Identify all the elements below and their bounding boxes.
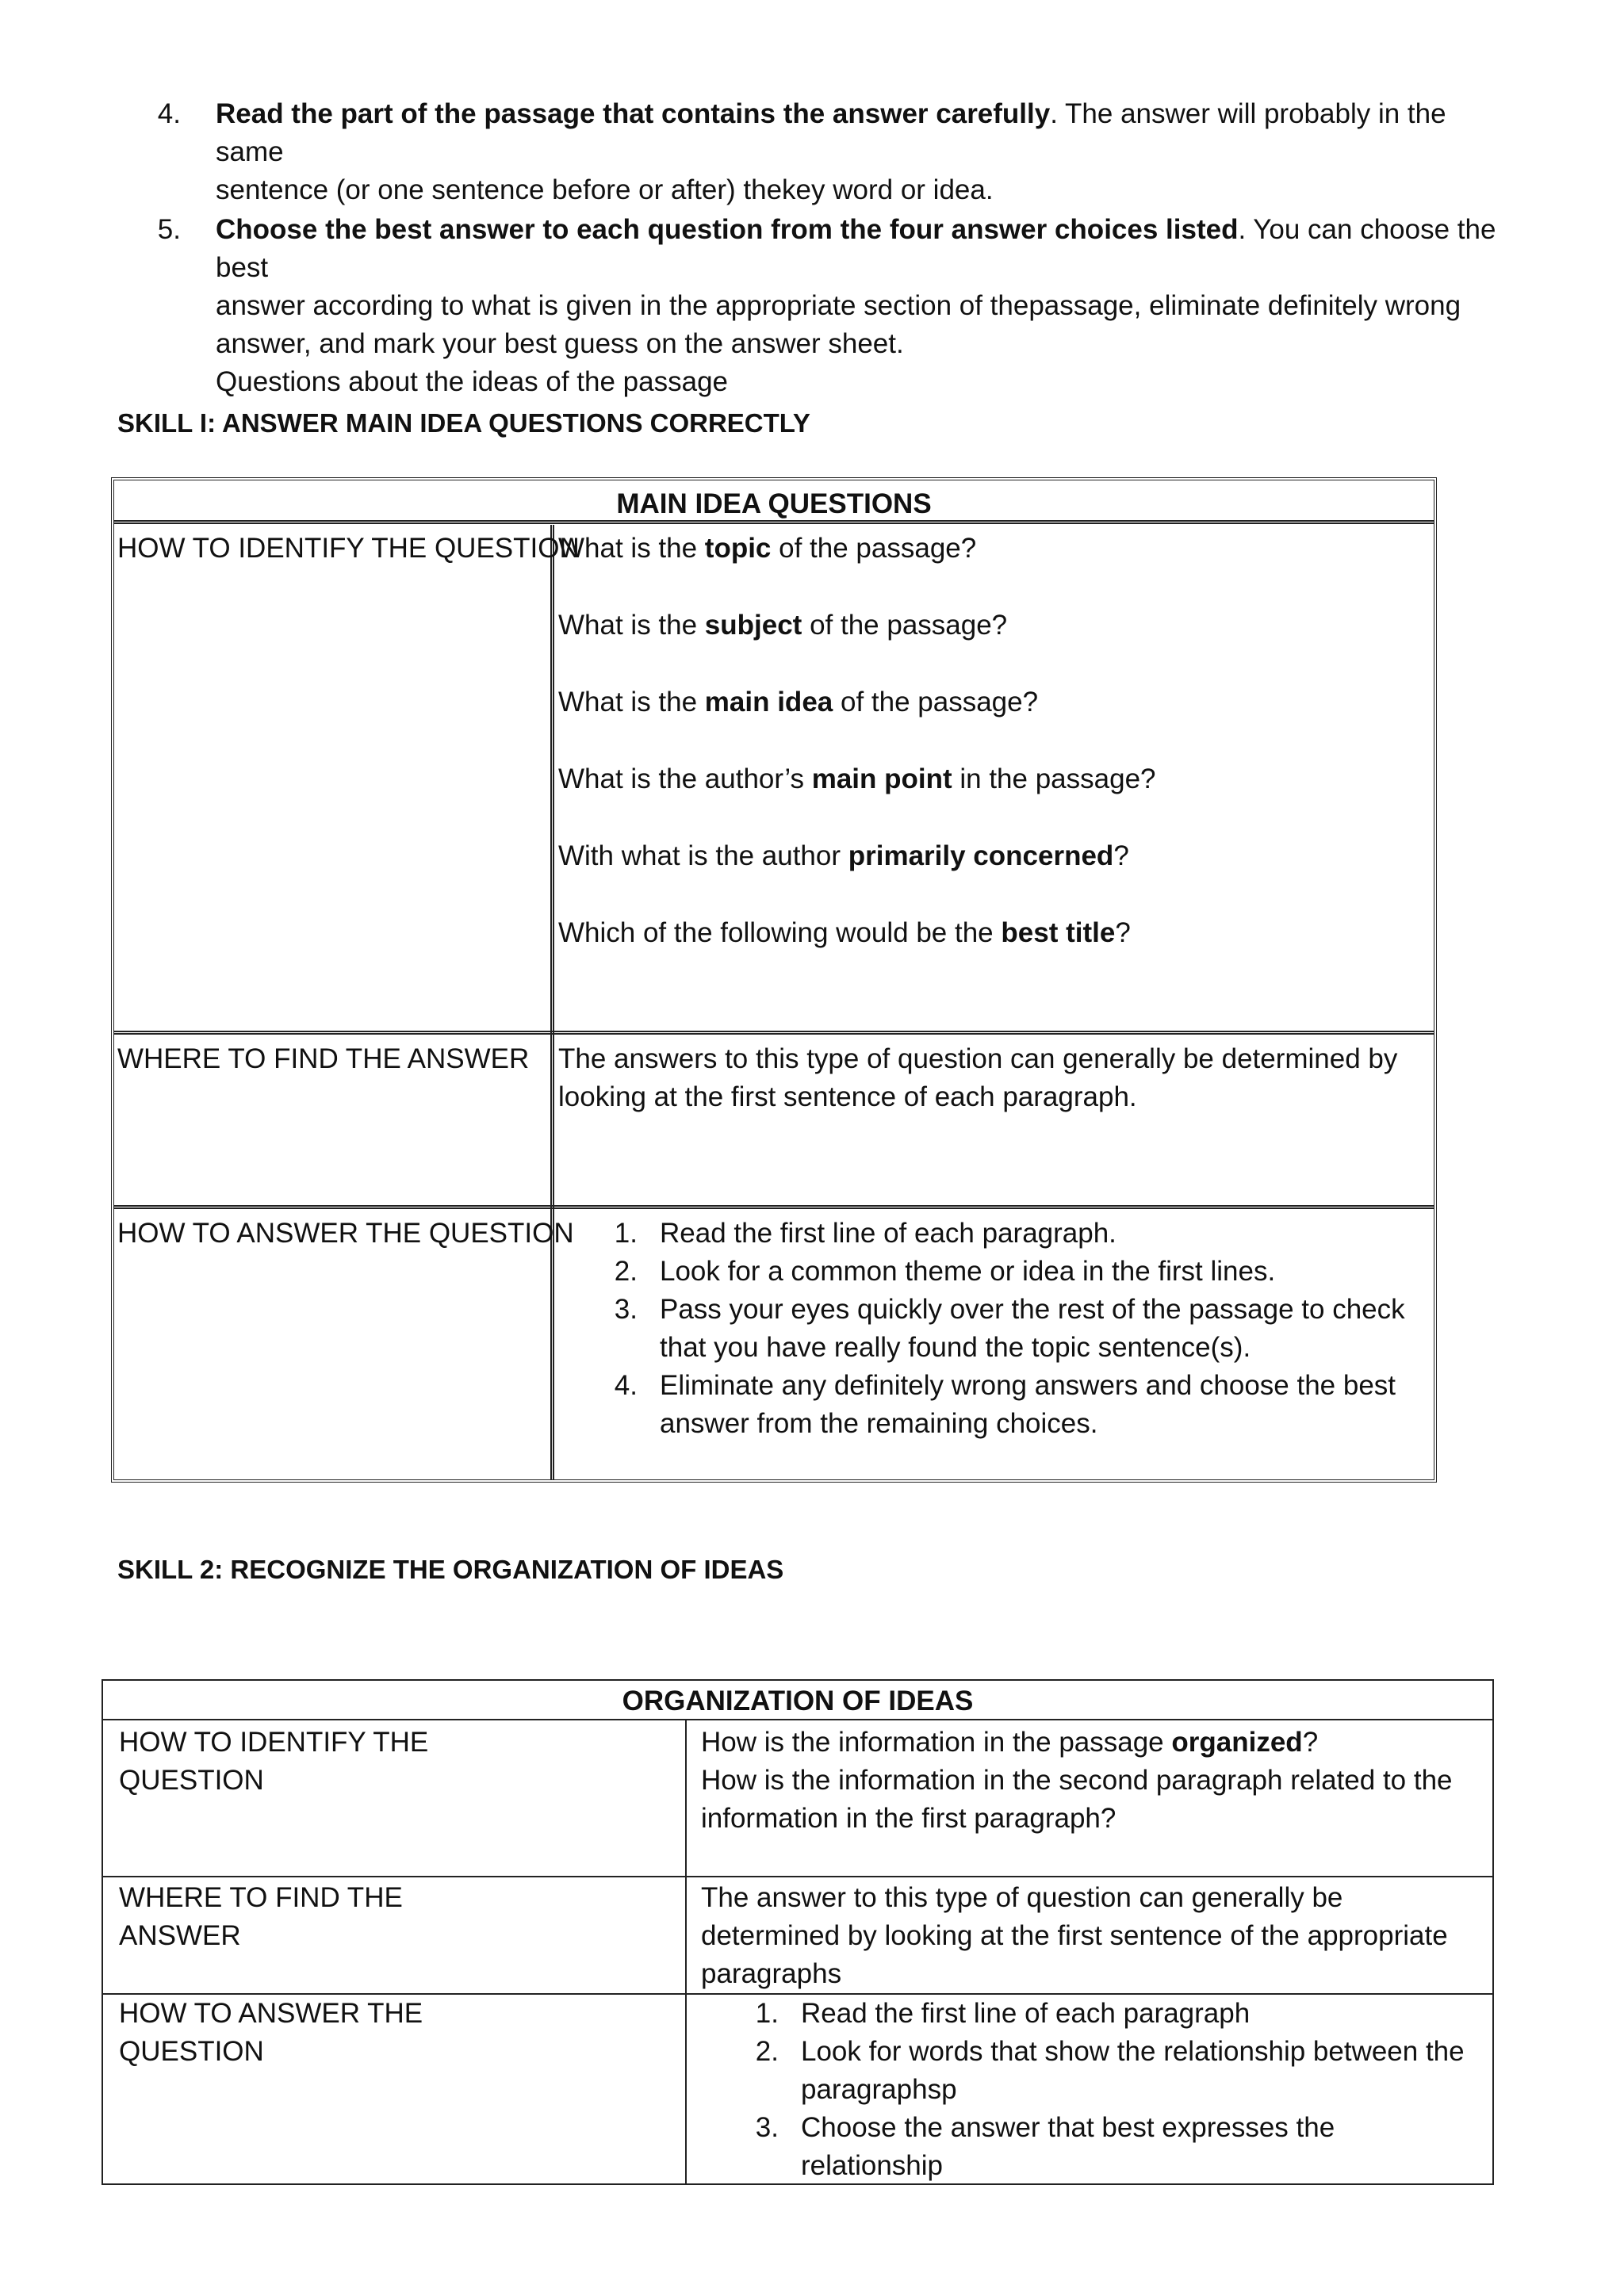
how-to-answer-steps <box>701 1995 1481 2185</box>
table-divider <box>114 520 1434 524</box>
step-text: Choose the answer that best expresses the <box>801 2112 1335 2143</box>
list-item-text: sentence (or one sentence before or after) thekey word or idea. <box>216 174 994 205</box>
skill2-heading: SKILL 2: RECOGNIZE THE ORGANIZATION OF IDEAS <box>117 1555 784 1584</box>
list-item-4 <box>157 95 1513 209</box>
label-line: ANSWER <box>119 1920 241 1951</box>
step-item <box>558 1291 1427 1367</box>
question-example <box>558 607 1427 645</box>
text-line: information in the first paragraph? <box>701 1803 1116 1834</box>
question-text: of the passage? <box>802 610 1008 641</box>
question-examples <box>558 530 1427 991</box>
question-text: ? <box>1115 917 1131 948</box>
list-item-text: Questions about the ideas of the passage <box>216 366 729 397</box>
step-item <box>701 2033 1481 2109</box>
step-item <box>558 1215 1427 1253</box>
label-line: HOW TO ANSWER THE <box>119 1998 423 2029</box>
list-item-5 <box>157 211 1545 401</box>
step-text: Read the first line of each paragraph. <box>660 1218 1116 1249</box>
table-title: MAIN IDEA QUESTIONS <box>616 488 932 519</box>
text-line: The answer to this type of question can generally be <box>701 1882 1343 1913</box>
question-text: What is the author’s <box>558 763 812 794</box>
how-to-answer-steps <box>558 1215 1427 1443</box>
question-text: Which of the following would be the <box>558 917 1002 948</box>
step-number: 3. <box>614 1294 638 1325</box>
question-keyword: best title <box>1001 917 1116 948</box>
label-line: HOW TO IDENTIFY THE <box>119 1727 429 1758</box>
step-number: 2. <box>755 2036 779 2067</box>
where-to-find-text <box>558 1040 1427 1116</box>
question-example <box>558 683 1427 721</box>
text-line: How is the information in the second paragraph related to the <box>701 1765 1453 1796</box>
list-item-text: . The answer will probably in the same <box>216 98 1446 167</box>
question-text: What is the <box>558 610 705 641</box>
step-item <box>701 2109 1481 2185</box>
list-item-bold: Choose the best answer to each question from the four answer choices listed <box>216 214 1239 245</box>
label-line: QUESTION <box>119 1765 264 1796</box>
table-column-divider <box>550 525 554 1479</box>
question-text: What is the <box>558 533 705 564</box>
table-divider <box>103 1876 1492 1877</box>
question-text: With what is the author <box>558 840 848 871</box>
question-keyword: primarily concerned <box>848 840 1114 871</box>
text-line: paragraphs <box>701 1958 842 1989</box>
step-number: 1. <box>755 1998 779 2029</box>
label-line: WHERE TO FIND THE <box>119 1882 403 1913</box>
table-title: ORGANIZATION OF IDEAS <box>622 1686 974 1716</box>
step-item <box>558 1367 1427 1443</box>
text-line: determined by looking at the first sentence of the appropriate <box>701 1920 1448 1951</box>
label-line: QUESTION <box>119 2036 264 2067</box>
organization-table <box>102 1679 1494 2185</box>
main-idea-table <box>111 477 1437 1483</box>
list-item-bold: Read the part of the passage that contains the answer carefully <box>216 98 1051 129</box>
row-label-how <box>119 1995 452 2071</box>
question-keyword: main idea <box>704 687 833 718</box>
question-text: ? <box>1113 840 1129 871</box>
question-text: What is the <box>558 687 705 718</box>
text-line: The answers to this type of question can generally be determined by <box>558 1043 1398 1074</box>
question-examples <box>701 1724 1481 1838</box>
list-number: 4. <box>157 98 181 129</box>
text-bold: organized <box>1171 1727 1303 1758</box>
text-fragment: ? <box>1302 1727 1319 1758</box>
list-item-text: answer, and mark your best guess on the answer sheet. <box>216 328 904 359</box>
table-column-divider <box>685 1720 687 2183</box>
question-example <box>558 530 1427 568</box>
question-keyword: subject <box>704 610 802 641</box>
where-to-find-text <box>701 1879 1481 1993</box>
step-number: 4. <box>614 1370 638 1401</box>
step-number: 3. <box>755 2112 779 2143</box>
step-text: Look for words that show the relationship between the <box>801 2036 1465 2067</box>
question-example <box>558 760 1427 798</box>
step-text: that you have really found the topic sentence(s). <box>660 1332 1251 1363</box>
text-fragment: How is the information in the passage <box>701 1727 1172 1758</box>
row-label-identify <box>119 1724 452 1800</box>
steps-list <box>701 1995 1481 2185</box>
step-text: relationship <box>801 2150 943 2181</box>
skill1-heading: SKILL I: ANSWER MAIN IDEA QUESTIONS CORRECTLY <box>117 408 810 438</box>
list-item-text: answer according to what is given in the appropriate section of thepassage, eliminate definitely wrong <box>216 290 1461 321</box>
row-label-identify: HOW TO IDENTIFY THE QUESTION <box>117 533 580 564</box>
list-number: 5. <box>157 214 181 245</box>
question-example <box>558 914 1427 952</box>
step-item <box>701 1995 1481 2033</box>
question-keyword: topic <box>704 533 772 564</box>
table-divider <box>114 1031 1434 1035</box>
question-text: in the passage? <box>952 763 1156 794</box>
step-number: 2. <box>614 1256 638 1287</box>
step-text: paragraphsp <box>801 2074 957 2105</box>
step-number: 1. <box>614 1218 638 1249</box>
list-item-text: . You can choose the best <box>216 214 1496 283</box>
question-text: of the passage? <box>833 687 1039 718</box>
steps-list <box>558 1215 1427 1443</box>
row-label-where: WHERE TO FIND THE ANSWER <box>117 1043 530 1074</box>
step-item <box>558 1253 1427 1291</box>
row-label-where <box>119 1879 452 1955</box>
step-text: Eliminate any definitely wrong answers and choose the best <box>660 1370 1396 1401</box>
text-line: looking at the first sentence of each paragraph. <box>558 1081 1137 1112</box>
step-text: Look for a common theme or idea in the first lines. <box>660 1256 1276 1287</box>
row-label-how: HOW TO ANSWER THE QUESTION <box>117 1218 574 1249</box>
question-example <box>558 837 1427 875</box>
table-divider <box>114 1205 1434 1209</box>
text-line <box>701 1724 1481 1762</box>
question-text: of the passage? <box>771 533 977 564</box>
table-divider <box>103 1719 1492 1720</box>
question-keyword: main point <box>811 763 952 794</box>
step-text: Read the first line of each paragraph <box>801 1998 1251 2029</box>
step-text: Pass your eyes quickly over the rest of the passage to check <box>660 1294 1405 1325</box>
step-text: answer from the remaining choices. <box>660 1408 1098 1439</box>
